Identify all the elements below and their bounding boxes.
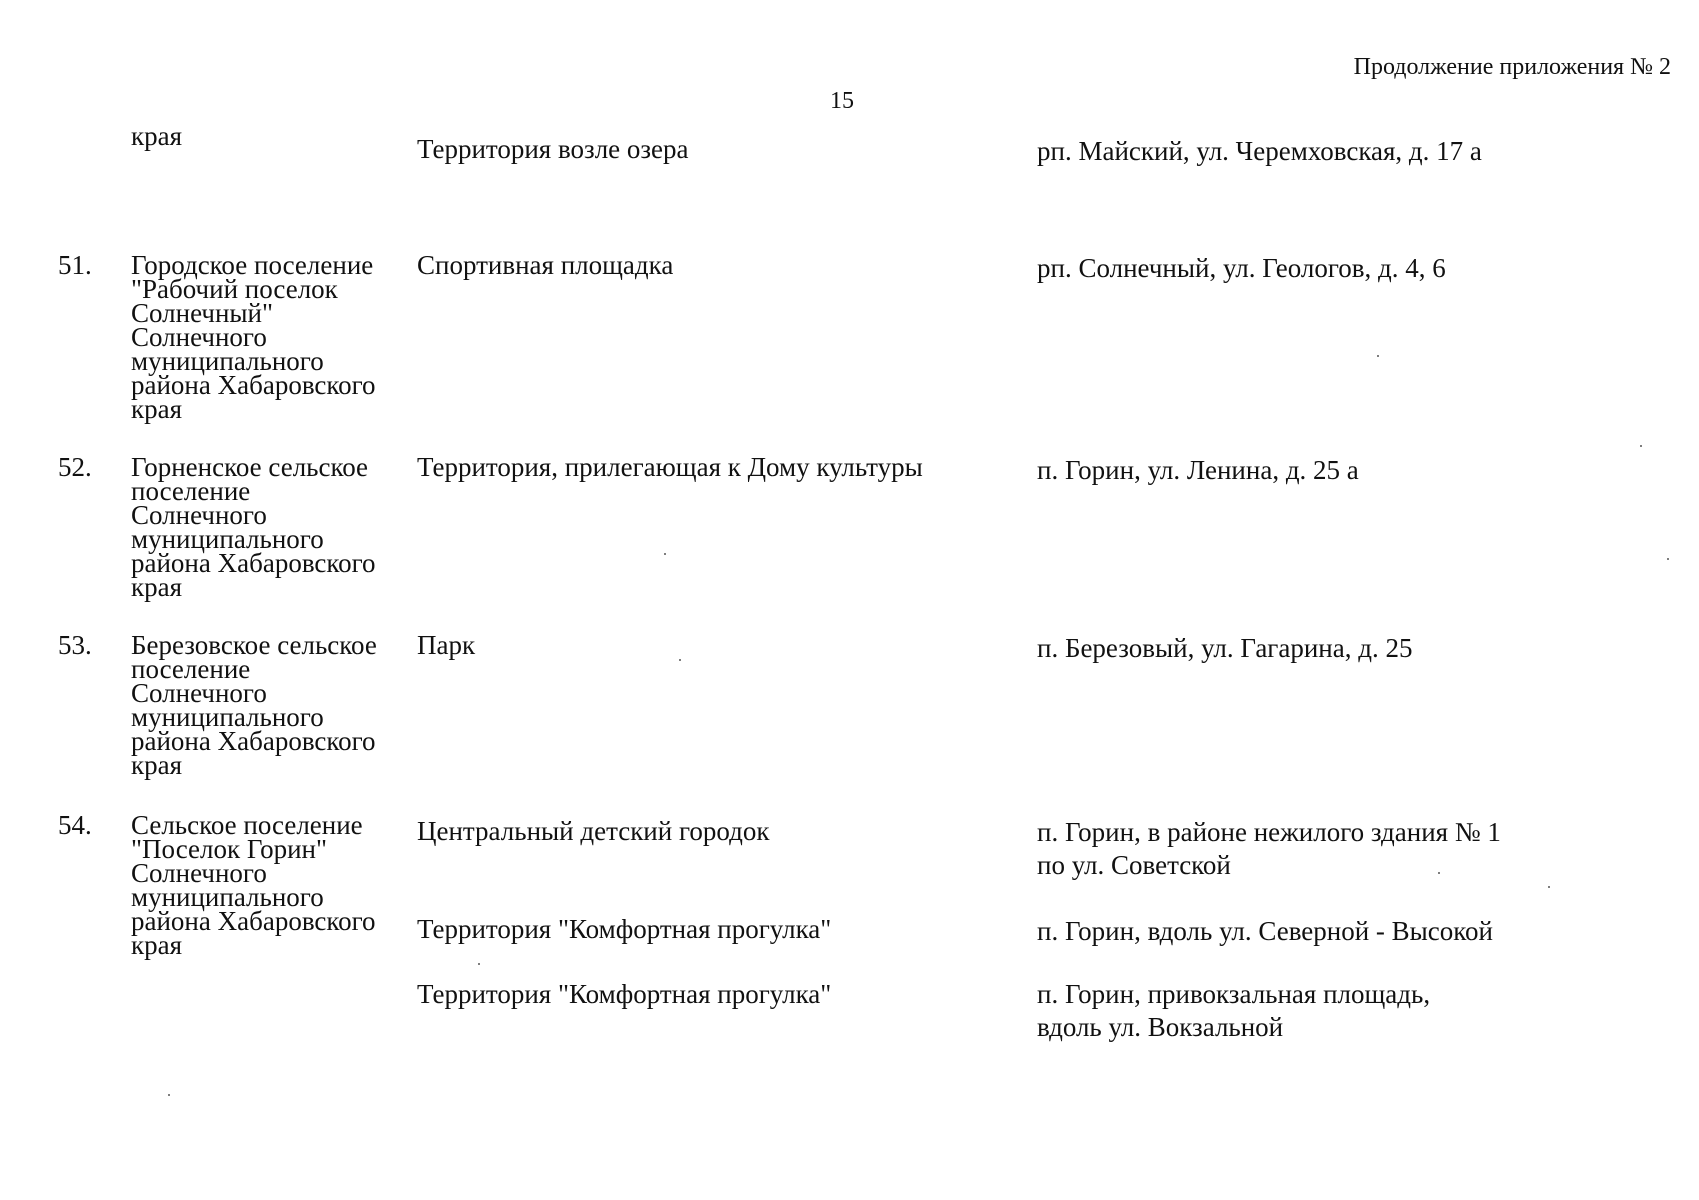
scan-speck	[1377, 355, 1379, 357]
row-54-municipality: Сельское поселение "Поселок Горин" Солнечного муниципального района Хабаровского края	[131, 810, 376, 960]
scan-speck	[1438, 872, 1440, 874]
row-52-object: Территория, прилегающая к Дому культуры	[417, 452, 923, 482]
scan-speck	[1548, 886, 1550, 888]
scan-speck	[1667, 558, 1669, 560]
scan-speck	[168, 1094, 170, 1096]
row-53-municipality: Березовское сельское поселение Солнечного муниципального района Хабаровского края	[131, 630, 377, 780]
row-54-object-2: Территория "Комфортная прогулка"	[417, 914, 832, 944]
row-0-municipality: края	[131, 121, 183, 151]
appendix-continuation-note: Продолжение приложения № 2	[1353, 54, 1671, 80]
row-52-municipality: Горненское сельское поселение Солнечного муниципального района Хабаровского края	[131, 452, 376, 602]
row-53-address: п. Березовый, ул. Гагарина, д. 25	[1037, 633, 1413, 663]
scan-speck	[478, 963, 480, 965]
row-51-number: 51.	[58, 250, 92, 280]
scan-speck	[679, 659, 681, 661]
page-number: 15	[830, 88, 854, 114]
row-51-address: рп. Солнечный, ул. Геологов, д. 4, 6	[1037, 253, 1446, 283]
row-51-municipality: Городское поселение "Рабочий поселок Солнечный" Солнечного муниципального района Хабаровского края	[131, 250, 376, 424]
row-54-object-1: Центральный детский городок	[417, 816, 770, 846]
row-54-address-1: п. Горин, в районе нежилого здания № 1 по ул. Советской	[1037, 817, 1501, 880]
row-54-object-3: Территория "Комфортная прогулка"	[417, 979, 832, 1009]
row-51-object: Спортивная площадка	[417, 250, 674, 280]
row-0-object: Территория возле озера	[417, 134, 689, 164]
row-0-address: рп. Майский, ул. Черемховская, д. 17 а	[1037, 136, 1482, 166]
row-52-number: 52.	[58, 452, 92, 482]
row-52-address: п. Горин, ул. Ленина, д. 25 а	[1037, 455, 1359, 485]
row-53-object: Парк	[417, 630, 476, 660]
row-53-number: 53.	[58, 630, 92, 660]
scan-speck	[664, 553, 666, 555]
row-54-address-3: п. Горин, привокзальная площадь, вдоль ул. Вокзальной	[1037, 979, 1431, 1042]
row-54-number: 54.	[58, 810, 92, 840]
scan-speck	[1640, 445, 1642, 447]
row-54-address-2: п. Горин, вдоль ул. Северной - Высокой	[1037, 916, 1493, 946]
